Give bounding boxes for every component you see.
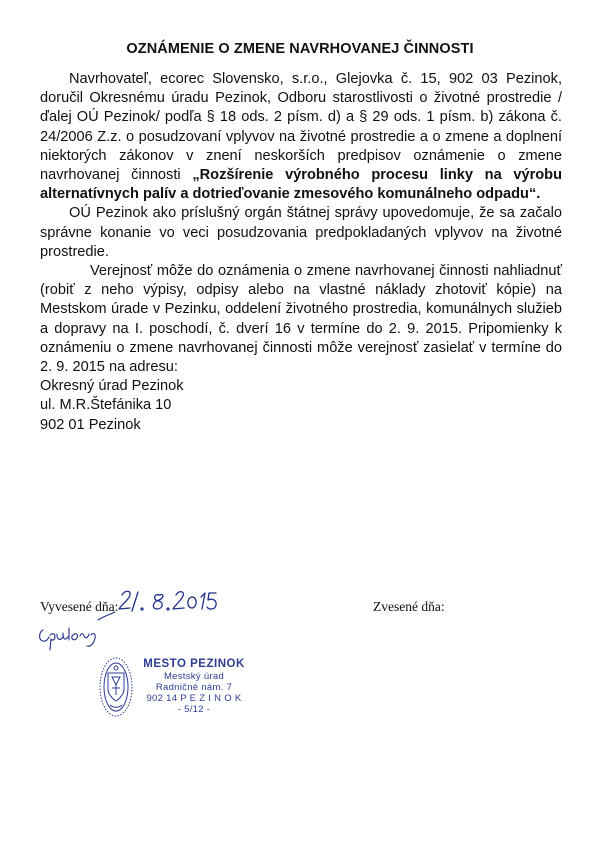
stamp-line-office: Mestský úrad bbox=[163, 671, 225, 682]
document-body bbox=[40, 70, 562, 435]
project-name: „Rozšírenie výrobného procesu linky na výrobu alternatívnych palív a dotrieďovanie zmesového komunálneho odpadu“. bbox=[40, 167, 563, 203]
removed-label: Zvesené dňa: bbox=[373, 599, 445, 614]
city-coat-of-arms-seal bbox=[97, 655, 135, 719]
stamp-line-city: 902 14 P E Z I N O K bbox=[146, 693, 242, 704]
address-block bbox=[40, 377, 562, 435]
address-line-office: Okresný úrad Pezinok bbox=[40, 378, 184, 395]
paragraph-applicant bbox=[40, 70, 562, 204]
city-office-stamp bbox=[136, 658, 252, 715]
posted-label: Vyvesené dňa: bbox=[40, 599, 119, 614]
handwritten-posted-date bbox=[108, 583, 228, 621]
address-line-street: ul. M.R.Štefánika 10 bbox=[40, 397, 172, 414]
address-line-city: 902 01 Pezinok bbox=[40, 416, 141, 433]
stamp-line-number: - 5/12 - bbox=[177, 704, 211, 715]
stamp-title: MESTO PEZINOK bbox=[143, 658, 245, 670]
stamp-line-street: Radničné nám. 7 bbox=[155, 682, 233, 693]
paragraph-notice: OÚ Pezinok ako príslušný orgán štátnej správy upovedomuje, že sa začalo správne konanie vo veci posudzovania predpokladaných vplyvov na životné prostredie. bbox=[40, 205, 562, 260]
document-title: OZNÁMENIE O ZMENE NAVRHOVANEJ ČINNOSTI bbox=[126, 41, 474, 57]
paragraph-applicant-text: Navrhovateľ, ecorec Slovensko, s.r.o., Glejovka č. 15, 902 03 Pezinok, doručil Okresnému úradu Pezinok, Odboru starostlivosti o životné prostredie /ďalej OÚ Pezinok/ podľa § 18 ods. 2 písm. d) a § 29 ods. 1 písm. b) zákona č. 24/2006 Z.z. o posudzovaní vplyvov na životné prostredie a o zmene a doplnení niektorých zákonov v znení neskorších predpisov oznámenie o zmene navrhovanej činnosti bbox=[40, 71, 562, 184]
signature-mark bbox=[35, 610, 120, 655]
paragraph-public-access: Verejnosť môže do oznámenia o zmene navrhovanej činnosti nahliadnuť (robiť z neho výpisy, odpisy alebo na vlastné náklady zhotoviť kópie) na Mestskom úrade v Pezinku, oddelení životného prostredia, komunálnych služieb a dopravy na I. poschodí, č. dverí 16 v termíne do 2. 9. 2015. Pripomienky k oznámeniu o zmene navrhovanej činnosti môže verejnosť zasielať v termíne do 2. 9. 2015 na adresu: bbox=[40, 263, 562, 376]
